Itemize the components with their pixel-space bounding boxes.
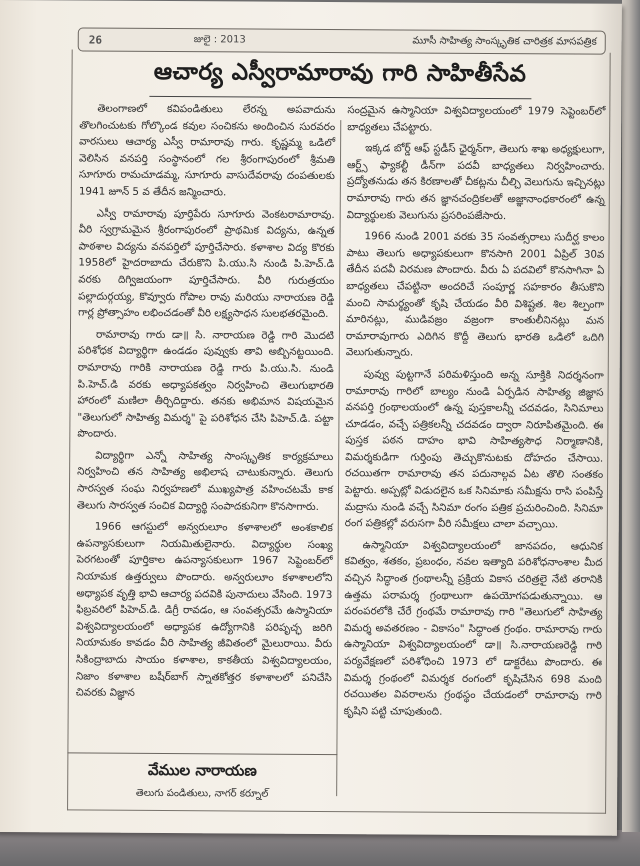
author-name: వేముల నారాయణ	[147, 760, 257, 780]
scanner-background	[0, 830, 640, 866]
paragraph: సంద్రమైన ఉస్మానియా విశ్వవిద్యాలయంలో 1979 సెప్టెంబర్‌లో బాధ్యతలు చేపట్టారు.	[347, 104, 606, 134]
paragraph: తెలంగాణలో కవిపండితులు లేరన్న అపవాదును తొలగించుటకు గోల్కొండ కవుల సంచికను అందించిన సురవరం వారసులు ఆచార్య ఎస్వీ రామారావు గారు. కృష్ణమ్మ ఒడిలో వెలిసిన వనపర్తి సంస్థానంలో గల శ్రీరంగాపురంలో శ్రీమతి సూగూరు రామచూడమ్మ, సూగూరు వాసుదేవరావు దంపతులకు 1941 జూన్ 5 వ తేదీన జన్మించారు.	[78, 102, 336, 199]
paragraph: 1966 నుండి 2001 వరకు 35 సంవత్సరాలు సుదీర్ఘ కాలం పాటు తెలుగు అధ్యాపకులుగా కొనసాగి 2001 ఏప్రిల్ 30వ తేదీన పదవీ విరమణ పొందారు. వీరు ఏ పదవిలో కొనసాగినా ఏ బాధ్యతలు చేపట్టినా అందరిచే సంపూర్ణ సహకారం తీసుకొని మంచి సామర్థ్యంతో కృషి చేయడం వీరి విశిష్టత. శిల శిల్పంగా మారినట్లు, ముడివజ్రం వజ్రంగా కాంతులీనినట్లు మన రామారావుగారు ఎదిగిన కొద్దీ తెలుగు భారతి ఒడిలో ఒదిగి వెలుగుతున్నారు.	[345, 230, 605, 359]
paragraph: విద్యార్థిగా ఎన్నో సాహిత్య సాంస్కృతిక కార్యక్రమాలు నిర్వహించి తన సాహిత్య అభిలాష చాటుకున్నారు. తెలుగు సారస్వత సంఘ నిర్వహణలో ముఖ్యపాత్ర వహించటమే కాక తెలుగు సారస్వత సంచిక విద్యార్థి సంపాదకునిగా కొనసాగారు.	[76, 449, 334, 513]
page-number: 26	[88, 33, 103, 47]
right-column	[344, 102, 606, 726]
paragraph: ఎస్వీ రామారావు పూర్తిపేరు సూగూరు వెంకటరామారావు. వీరి స్వగ్రామమైన శ్రీరంగాపురంలో ప్రాథమిక విద్యను, ఉన్నత పాఠశాల విద్యను వనపర్తిలో పూర్తిచేసారు. కళాశాల విద్య కొరకు 1958లో హైదరాబాదు చేరుకొని పి.యు.సి నుండి పి.హెచ్.డి వరకు దిగ్విజయంగా పూర్తిచేసారు. వీరి గురుత్రయం పల్లాదుర్గయ్య, కొవ్వూరు గోపాల రావు మరియు నారాయణ రెడ్డి గార్ల ప్రోత్సాహం లభించడంతో వీరి లక్ష్యసాధన సులభతరమైంది.	[78, 207, 335, 321]
issue-date: జులై : 2013	[193, 34, 246, 46]
article-title: ఆచార్య ఎస్వీరామారావు గారి సాహితీసేవ	[153, 58, 527, 88]
paragraph: ఇక్కడ బోర్డ్ ఆఫ్ స్టడీస్ ఛైర్మన్‌గా, తెలుగు శాఖ అధ్యక్షులుగా, ఆర్ట్స్ ఫ్యాకల్టీ డీన్‌గా పదవీ బాధ్యతలు నిర్వహించారు. ప్రద్యోతనుడు తన కిరణాలతో చీకట్లను చీల్చి వెలుగును ఇచ్చినట్లు రామారావు గారు తన జ్ఞానచంద్రికలతో అజ్ఞానాంధకారంలో ఉన్న విద్యార్థులకు వెలుగును ప్రసరింపజేసారు.	[346, 142, 606, 222]
magazine-name: మూసీ సాహిత్య సాంస్కృతిక చారిత్రక మాసపత్రిక	[412, 35, 597, 48]
left-column	[76, 100, 336, 707]
paragraph: రామారావు గారు డా॥ సి. నారాయణ రెడ్డి గారి మొదటి పరిశోధక విద్యార్థిగా ఉండడం పువ్వుకు తావి అబ్బినట్టయింది. రామారావు గారికి నారాయణ రెడ్డి గారు పి.యు.సి. నుండి పి.హెచ్.డి వరకు అధ్యాపకత్వం నిర్వహించి తెలుగుభారతి హారంలో మణిలా తీర్చిదిద్దారు. తనకు అభిమాన విషయమైన "తెలుగులో సాహిత్య విమర్శ" పై పరిశోధన చేసి పిహెచ్.డి. పట్టా పొందారు.	[77, 328, 334, 441]
page-edge	[622, 0, 640, 832]
paragraph: 1966 ఆగస్టులో అన్వరులూం కళాశాలలో అంశకాలిక ఉపన్యాసకులుగా నియమితులైనారు. విద్యార్థుల సంఖ్య పెరగటంతో పూర్తికాల ఉపన్యాసకులుగా 1967 సెప్టెంబర్‌లో నియామక ఉత్తర్వులు పొందారు. అన్వరులూం కళాశాలలోని అధ్యాపక వృత్తి భావి ఆచార్య పదవికి పునాదులు వేసింది. 1973 ఫిబ్రవరిలో పిహెచ్.డి. డిగ్రీ రావడం, ఆ సంవత్సరమే ఉస్మానియా విశ్వవిద్యాలయంలో అధ్యాపక ఉద్యోగానికి పరిపృచ్ఛ జరిగి నియామకం కావడం వీరి సాహిత్య జీవితంలో మైలురాయి. వీరు సికింద్రాబాదు సాయం కళాశాల, కాకతీయ విశ్వవిద్యాలయం, నిజాం కళాశాల బషీర్‌బాగ్ స్నాతకోత్తర కళాశాలలో పనిచేసి చివరకు విజ్ఞాన	[75, 520, 333, 700]
author-description: తెలుగు పండితులు, నాగర్ కర్నూల్	[135, 787, 269, 800]
paragraph: పువ్వు పుట్టగానే పరిమళిస్తుంది అన్న సూక్తికి నిదర్శనంగా రామారావు గారిలో బాల్యం నుండి ఏర్పడిన సాహిత్య జిజ్ఞాస వనపర్తి గ్రంథాలయంలో ఉన్న పుస్తకాలన్నీ చదవడం, సినిమాలు చూడడం, వచ్చే పత్రికలన్నీ చదవడం ద్వారా నిరూపితమైంది. ఈ పుస్తక పఠన దాహం భావి సాహిత్యసౌధ నిర్మాణానికి, విమర్శకుడిగా గుర్తింపు తెచ్చుకొనుటకు దోహదం చేసాయి. రచయితగా రామారావు తన పదునాల్గవ ఏట తొలి సంతకం పెట్టారు. అప్పట్లో విడుదలైన ఒక సినిమాకు సమీక్షను రాసి పంపిస్తే మద్రాసు నుండి వచ్చే సినిమా రంగం పత్రిక ప్రచురించింది. సినిమా రంగ పత్రికల్లో వరుసగా వీరి సమీక్షలు చాలా వచ్చాయి.	[344, 368, 604, 531]
paragraph: ఉస్మానియా విశ్వవిద్యాలయంలో జానపదం, ఆధునిక కవిత్వం, శతకం, ప్రబంధం, నవల ఇత్యాది పరిశోధనాంశాల మీద వచ్చిన సిద్ధాంత గ్రంథాలన్నీ ప్రక్రియ వికాస చరిత్రలై నేటి తరానికి ఉత్తమ పరామర్శ గ్రంథాలుగా ఉపయోగపడుతున్నాయి. ఆ పరంపరలోకి చేరే గ్రంథమే రామారావు గారి "తెలుగులో సాహిత్య విమర్శ అవతరణం - వికాసం" సిద్ధాంత గ్రంథం. రామారావు గారు ఉస్మానియా విశ్వవిద్యాలయంలో డా॥ సి.నారాయణరెడ్డి గారి పర్యవేక్షణలో పరిశోధించి 1973 లో డాక్టరేటు పొందారు. ఈ విమర్శ గ్రంథంలో విమర్శక రంగంలో కృషిచేసిన 698 మంది రచయితల వివరాలను గ్రంథస్థం చేయడంలో రామారావు గారి కృషిని పట్టి చూపుతుంది.	[343, 539, 603, 718]
